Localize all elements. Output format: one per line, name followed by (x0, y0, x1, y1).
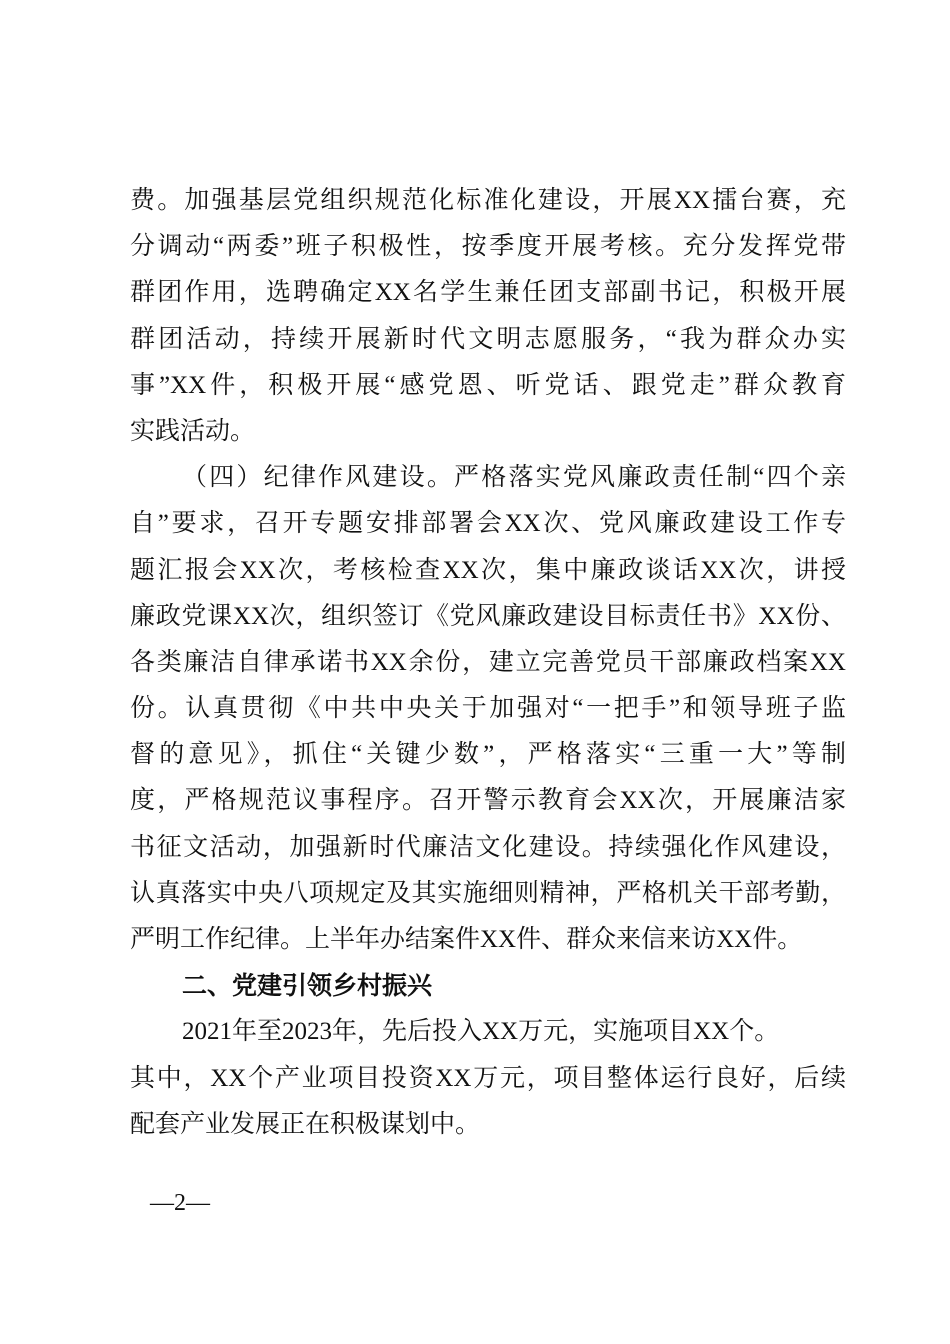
paragraph-line: 事”XX件，积极开展“感党恩、听党话、跟党走”群众教育 (130, 371, 846, 399)
paragraph-line: 廉政党课XX次，组织签订《党风廉政建设目标责任书》XX份、 (130, 602, 846, 630)
paragraph-line: 份。认真贯彻《中共中央关于加强对“一把手”和领导班子监 (130, 695, 846, 723)
paragraph-line: 实践活动。 (130, 417, 256, 445)
document-body (130, 178, 846, 1148)
paragraph-line: 群团作用，选聘确定XX名学生兼任团支部副书记，积极开展 (130, 279, 846, 307)
paragraph-line: 配套产业发展正在积极谋划中。 (130, 1110, 481, 1138)
paragraph-line: 2021年至2023年，先后投入XX万元，实施项目XX个。 (182, 1018, 780, 1046)
paragraph-line: 分调动“两委”班子积极性，按季度开展考核。充分发挥党带 (130, 233, 846, 261)
paragraph-line: 度，严格规范议事程序。召开警示教育会XX次，开展廉洁家 (130, 787, 846, 815)
paragraph-line: 严明工作纪律。上半年办结案件XX件、群众来信来访XX件。 (130, 926, 803, 953)
paragraph-line: 题汇报会XX次，考核检查XX次，集中廉政谈话XX次，讲授 (130, 556, 846, 584)
paragraph-line: 费。加强基层党组织规范化标准化建设，开展XX擂台赛，充 (130, 187, 846, 214)
page-number: —2— (150, 1190, 210, 1216)
section-heading: 二、党建引领乡村振兴 (182, 971, 433, 1001)
paragraph-line: 书征文活动，加强新时代廉洁文化建设。持续强化作风建设， (130, 833, 846, 861)
paragraph-line: 群团活动，持续开展新时代文明志愿服务，“我为群众办实 (130, 325, 846, 353)
paragraph-line: 督的意见》，抓住“关键少数”，严格落实“三重一大”等制 (130, 741, 846, 769)
paragraph-line: 自”要求，召开专题安排部署会XX次、党风廉政建设工作专 (130, 510, 846, 538)
paragraph-line: 认真落实中央八项规定及其实施细则精神，严格机关干部考勤， (130, 879, 846, 907)
paragraph-line: 各类廉洁自律承诺书XX余份，建立完善党员干部廉政档案XX (130, 648, 846, 676)
paragraph-line: 其中，XX个产业项目投资XX万元，项目整体运行良好，后续 (130, 1064, 846, 1092)
subsection-heading-line: （四）纪律作风建设。严格落实党风廉政责任制“四个亲 (182, 464, 846, 492)
